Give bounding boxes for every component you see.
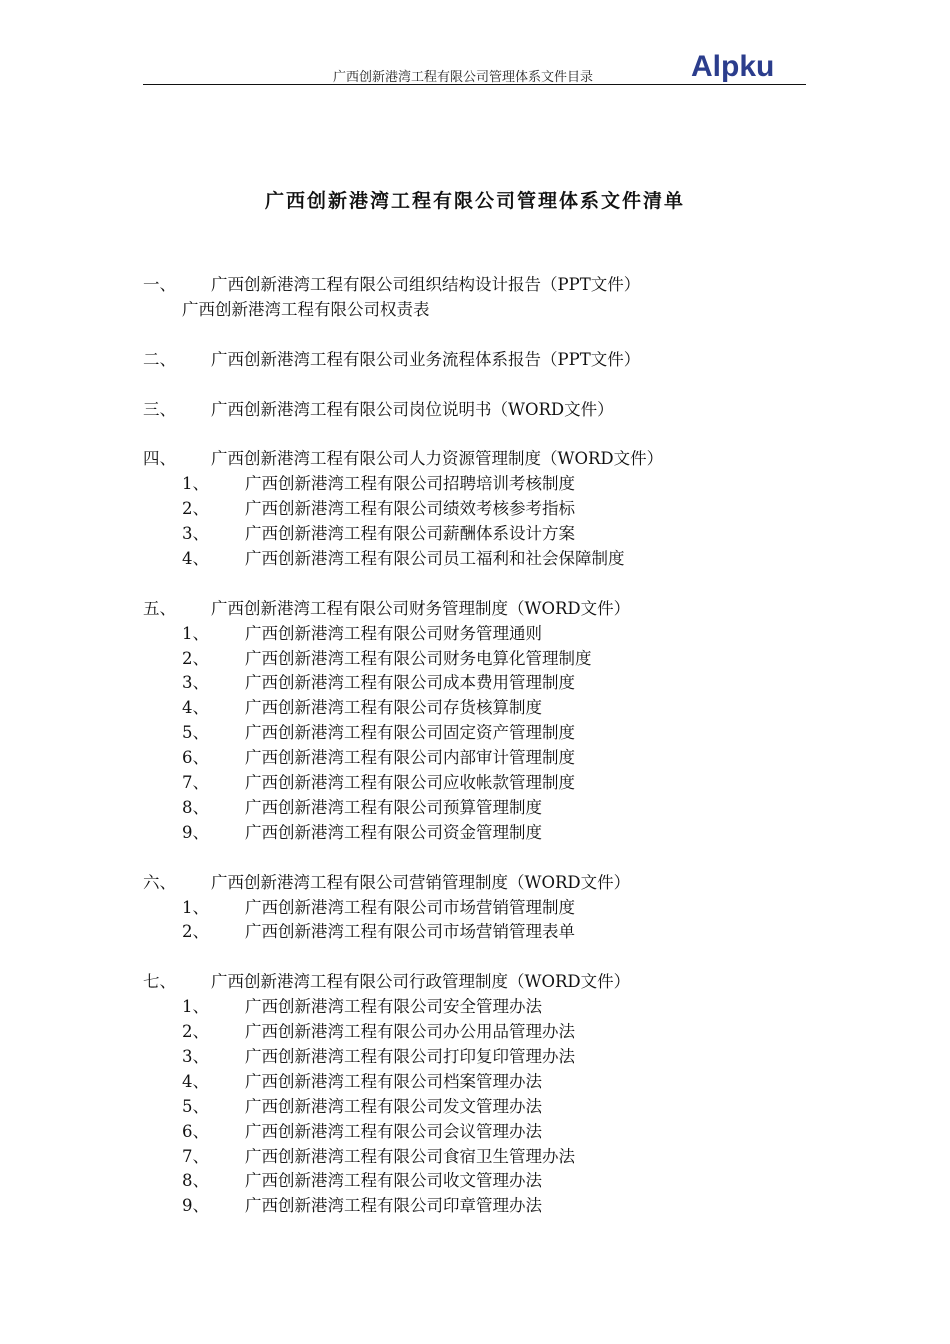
list-number: 3、 bbox=[182, 524, 209, 543]
list-text: 广西创新港湾工程有限公司财务管理制度（WORD文件） bbox=[211, 598, 631, 618]
list-number: 四、 bbox=[143, 449, 176, 469]
header-title: 广西创新港湾工程有限公司管理体系文件目录 bbox=[333, 70, 594, 85]
list-text: 广西创新港湾工程有限公司内部审计管理制度 bbox=[245, 748, 575, 768]
list-number: 1、 bbox=[182, 474, 209, 494]
company-logo bbox=[691, 50, 806, 82]
list-number: 9、 bbox=[182, 822, 209, 842]
list-text: 广西创新港湾工程有限公司绩效考核参考指标 bbox=[245, 499, 575, 519]
list-number: 4、 bbox=[182, 1071, 209, 1091]
list-text: 广西创新港湾工程有限公司成本费用管理制度 bbox=[245, 673, 575, 693]
document-title: 广西创新港湾工程有限公司管理体系文件清单 bbox=[264, 190, 685, 212]
list-number: 6、 bbox=[182, 1121, 209, 1141]
list-number: 7、 bbox=[182, 773, 209, 792]
list-text: 广西创新港湾工程有限公司市场营销管理表单 bbox=[245, 922, 575, 942]
list-text: 广西创新港湾工程有限公司预算管理制度 bbox=[245, 797, 542, 817]
list-text: 广西创新港湾工程有限公司资金管理制度 bbox=[245, 822, 542, 842]
list-number: 8、 bbox=[182, 797, 209, 817]
list-text: 广西创新港湾工程有限公司权责表 bbox=[182, 299, 430, 319]
list-text: 广西创新港湾工程有限公司组织结构设计报告（PPT文件） bbox=[211, 275, 641, 294]
list-number: 8、 bbox=[182, 1171, 209, 1191]
list-number: 6、 bbox=[182, 748, 209, 768]
list-number: 5、 bbox=[182, 1096, 209, 1116]
list-number: 六、 bbox=[143, 872, 176, 892]
list-text: 广西创新港湾工程有限公司食宿卫生管理办法 bbox=[245, 1146, 575, 1166]
list-text: 广西创新港湾工程有限公司会议管理办法 bbox=[245, 1121, 542, 1141]
list-text: 广西创新港湾工程有限公司存货核算制度 bbox=[245, 698, 542, 718]
list-number: 3、 bbox=[182, 673, 209, 693]
list-text: 广西创新港湾工程有限公司打印复印管理办法 bbox=[245, 1046, 575, 1066]
list-text: 广西创新港湾工程有限公司印章管理办法 bbox=[245, 1196, 542, 1216]
list-text: 广西创新港湾工程有限公司员工福利和社会保障制度 bbox=[245, 548, 625, 568]
list-number: 七、 bbox=[143, 972, 176, 992]
list-text: 广西创新港湾工程有限公司财务电算化管理制度 bbox=[245, 648, 592, 668]
list-number: 7、 bbox=[182, 1146, 209, 1166]
list-number: 2、 bbox=[182, 922, 209, 942]
list-text: 广西创新港湾工程有限公司办公用品管理办法 bbox=[245, 1022, 575, 1041]
list-text: 广西创新港湾工程有限公司行政管理制度（WORD文件） bbox=[211, 972, 631, 992]
list-text: 广西创新港湾工程有限公司财务管理通则 bbox=[245, 623, 542, 643]
list-text: 广西创新港湾工程有限公司固定资产管理制度 bbox=[245, 723, 575, 743]
list-number: 4、 bbox=[182, 698, 209, 718]
list-number: 9、 bbox=[182, 1196, 209, 1216]
header-divider bbox=[143, 84, 806, 85]
list-number: 1、 bbox=[182, 997, 209, 1017]
list-text: 广西创新港湾工程有限公司档案管理办法 bbox=[245, 1071, 542, 1091]
list-text: 广西创新港湾工程有限公司安全管理办法 bbox=[245, 997, 542, 1017]
list-text: 广西创新港湾工程有限公司应收帐款管理制度 bbox=[245, 773, 575, 792]
list-number: 1、 bbox=[182, 897, 209, 917]
list-number: 3、 bbox=[182, 1046, 209, 1066]
list-text: 广西创新港湾工程有限公司发文管理办法 bbox=[245, 1096, 542, 1116]
list-number: 三、 bbox=[143, 399, 176, 419]
list-text: 广西创新港湾工程有限公司业务流程体系报告（PPT文件） bbox=[211, 349, 641, 369]
svg-text:Alpku: Alpku bbox=[691, 50, 775, 82]
list-number: 五、 bbox=[143, 598, 176, 618]
list-text: 广西创新港湾工程有限公司人力资源管理制度（WORD文件） bbox=[211, 449, 664, 469]
list-text: 广西创新港湾工程有限公司招聘培训考核制度 bbox=[245, 474, 575, 494]
list-text: 广西创新港湾工程有限公司收文管理办法 bbox=[245, 1171, 542, 1191]
list-text: 广西创新港湾工程有限公司营销管理制度（WORD文件） bbox=[211, 872, 631, 892]
list-number: 2、 bbox=[182, 1022, 209, 1041]
page-header bbox=[143, 50, 806, 86]
list-number: 1、 bbox=[182, 623, 209, 643]
list-text: 广西创新港湾工程有限公司市场营销管理制度 bbox=[245, 897, 575, 917]
list-number: 4、 bbox=[182, 548, 209, 568]
list-number: 二、 bbox=[143, 349, 176, 369]
list-text: 广西创新港湾工程有限公司薪酬体系设计方案 bbox=[245, 524, 575, 543]
list-number: 5、 bbox=[182, 723, 209, 743]
list-number: 2、 bbox=[182, 648, 209, 668]
list-number: 2、 bbox=[182, 499, 209, 519]
list-text: 广西创新港湾工程有限公司岗位说明书（WORD文件） bbox=[211, 399, 614, 419]
list-number: 一、 bbox=[143, 275, 176, 294]
